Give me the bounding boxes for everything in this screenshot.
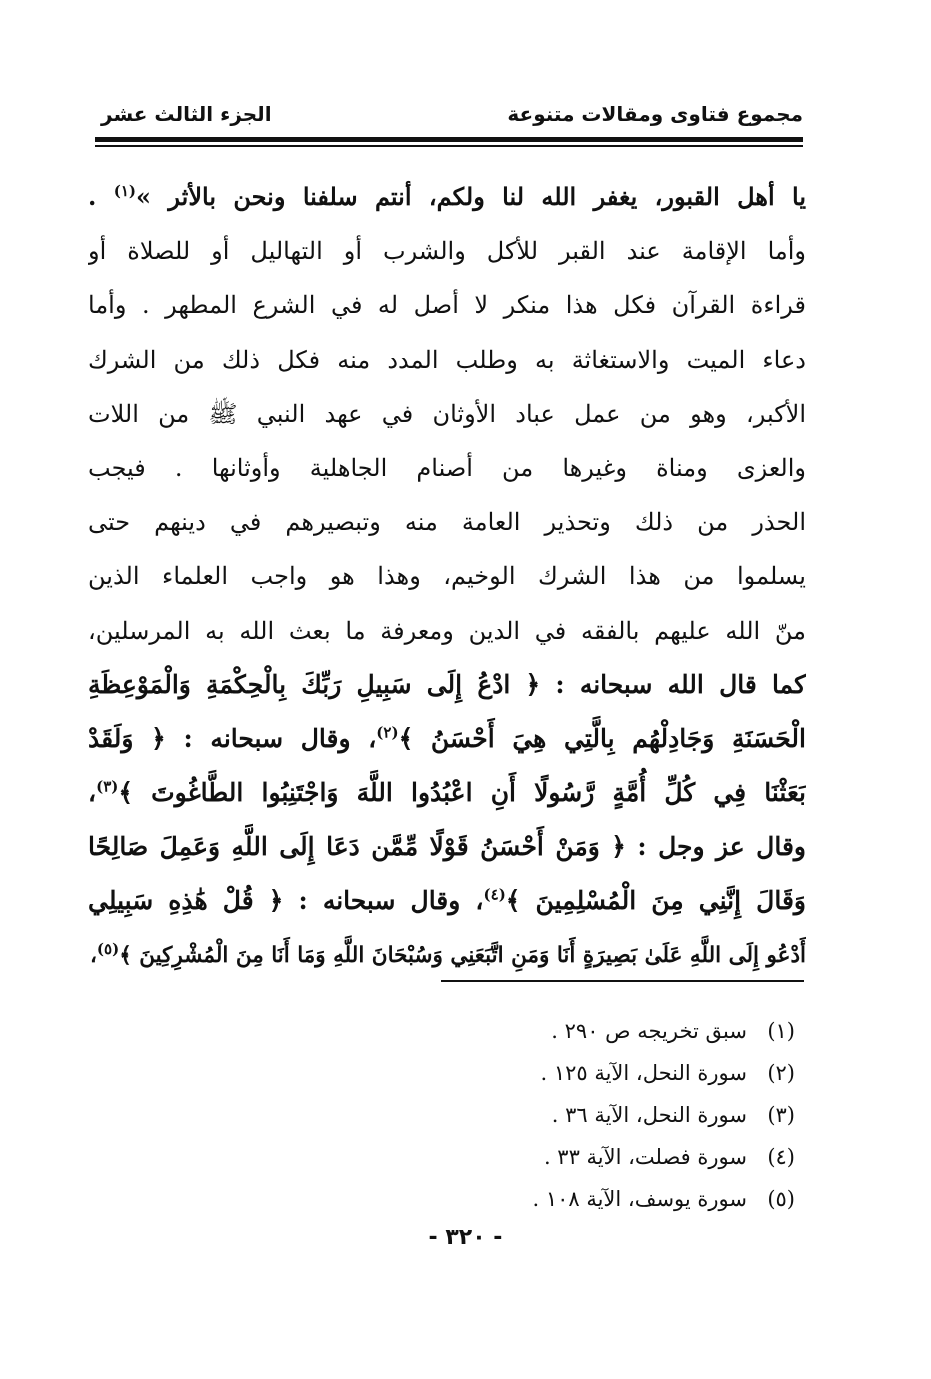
volume-label: الجزء الثالث عشر <box>101 102 272 126</box>
body-line: والعزى ومناة وغيرها من أصنام الجاهلية وأوثانها . فيجب <box>88 453 806 482</box>
book-title: مجموع فتاوى ومقالات متنوعة <box>507 102 803 126</box>
body-line: دعاء الميت والاستغاثة به وطلب المدد منه فكل ذلك من الشرك <box>88 345 806 374</box>
footnote-separator <box>441 980 804 982</box>
body-line: الحذر من ذلك وتحذير العامة منه وتبصيرهم في دينهم حتى <box>88 508 806 537</box>
body-line: قراءة القرآن فكل هذا منكر لا أصل له في الشرع المطهر . وأما <box>88 291 806 320</box>
page-number: - ٣٢٠ - <box>428 1225 503 1250</box>
footnote-text: سبق تخريجه ص ٢٩٠ . <box>551 1019 747 1043</box>
body-text <box>88 170 806 983</box>
footnote-number: (١) <box>767 1019 795 1043</box>
footnote-item <box>375 1136 795 1178</box>
header-rule-thick <box>95 137 803 142</box>
body-line: منّ الله عليهم بالفقه في الدين ومعرفة ما بعث الله به المرسلين، <box>88 616 806 645</box>
footnote-text: سورة يوسف، الآية ١٠٨ . <box>532 1187 747 1211</box>
body-line: الأكبر، وهو من عمل عباد الأوثان في عهد النبي ﷺ من اللات <box>88 399 806 428</box>
footnote-item <box>375 1052 795 1094</box>
body-line: يا أهل القبور، يغفر الله لنا ولكم، أنتم سلفنا ونحن بالأثر »$^{(١)}$ . <box>88 182 806 211</box>
running-header <box>95 98 803 138</box>
body-line: كما قال الله سبحانه : ﴿ ادْعُ إِلَى سَبِيلِ رَبِّكَ بِالْحِكْمَةِ وَالْمَوْعِظَةِ <box>88 669 806 699</box>
body-line: وأما الإقامة عند القبر للأكل والشرب أو التهاليل أو للصلاة أو <box>88 237 806 266</box>
footnote-item <box>375 1178 795 1220</box>
footnote-number: (٣) <box>767 1103 795 1127</box>
footnote-item <box>375 1094 795 1136</box>
header-rule-thin <box>95 145 803 147</box>
footnote-text: سورة النحل، الآية ١٢٥ . <box>540 1061 747 1085</box>
footnote-text: سورة النحل، الآية ٣٦ . <box>551 1103 747 1127</box>
footnote-number: (٤) <box>767 1145 795 1169</box>
body-line: وَقَالَ إِنَّنِي مِنَ الْمُسْلِمِينَ ﴾$^{(٤)}$، وقال سبحانه : ﴿ قُلْ هَٰذِهِ سَبِيلِي <box>88 886 806 916</box>
footnote-text: سورة فصلت، الآية ٣٣ . <box>543 1145 747 1169</box>
footnote-number: (٢) <box>767 1061 795 1085</box>
footnote-item <box>375 1010 795 1052</box>
body-line: وقال عز وجل : ﴿ وَمَنْ أَحْسَنُ قَوْلًا مِّمَّن دَعَا إِلَى اللَّهِ وَعَمِلَ صَالِحًا <box>88 832 806 862</box>
body-line: يسلموا من هذا الشرك الوخيم، وهذا هو واجب العلماء الذين <box>88 562 806 591</box>
footnotes <box>375 1010 795 1220</box>
body-line: أَدْعُو إِلَى اللَّهِ عَلَىٰ بَصِيرَةٍ أَنَا وَمَنِ اتَّبَعَنِي وَسُبْحَانَ اللَّهِ وَمَا أَنَا مِنَ الْمُشْرِكِينَ ﴾$^{(٥)}$، <box>89 939 806 968</box>
body-line: الْحَسَنَةِ وَجَادِلْهُم بِالَّتِي هِيَ أَحْسَنُ ﴾$^{(٢)}$، وقال سبحانه : ﴿ وَلَقَدْ <box>88 723 806 753</box>
body-line: بَعَثْنَا فِي كُلِّ أُمَّةٍ رَّسُولًا أَنِ اعْبُدُوا اللَّهَ وَاجْتَنِبُوا الطَّاغُوتَ ﴾$^{(٣)}$، <box>88 777 806 808</box>
footnote-number: (٥) <box>767 1187 795 1211</box>
